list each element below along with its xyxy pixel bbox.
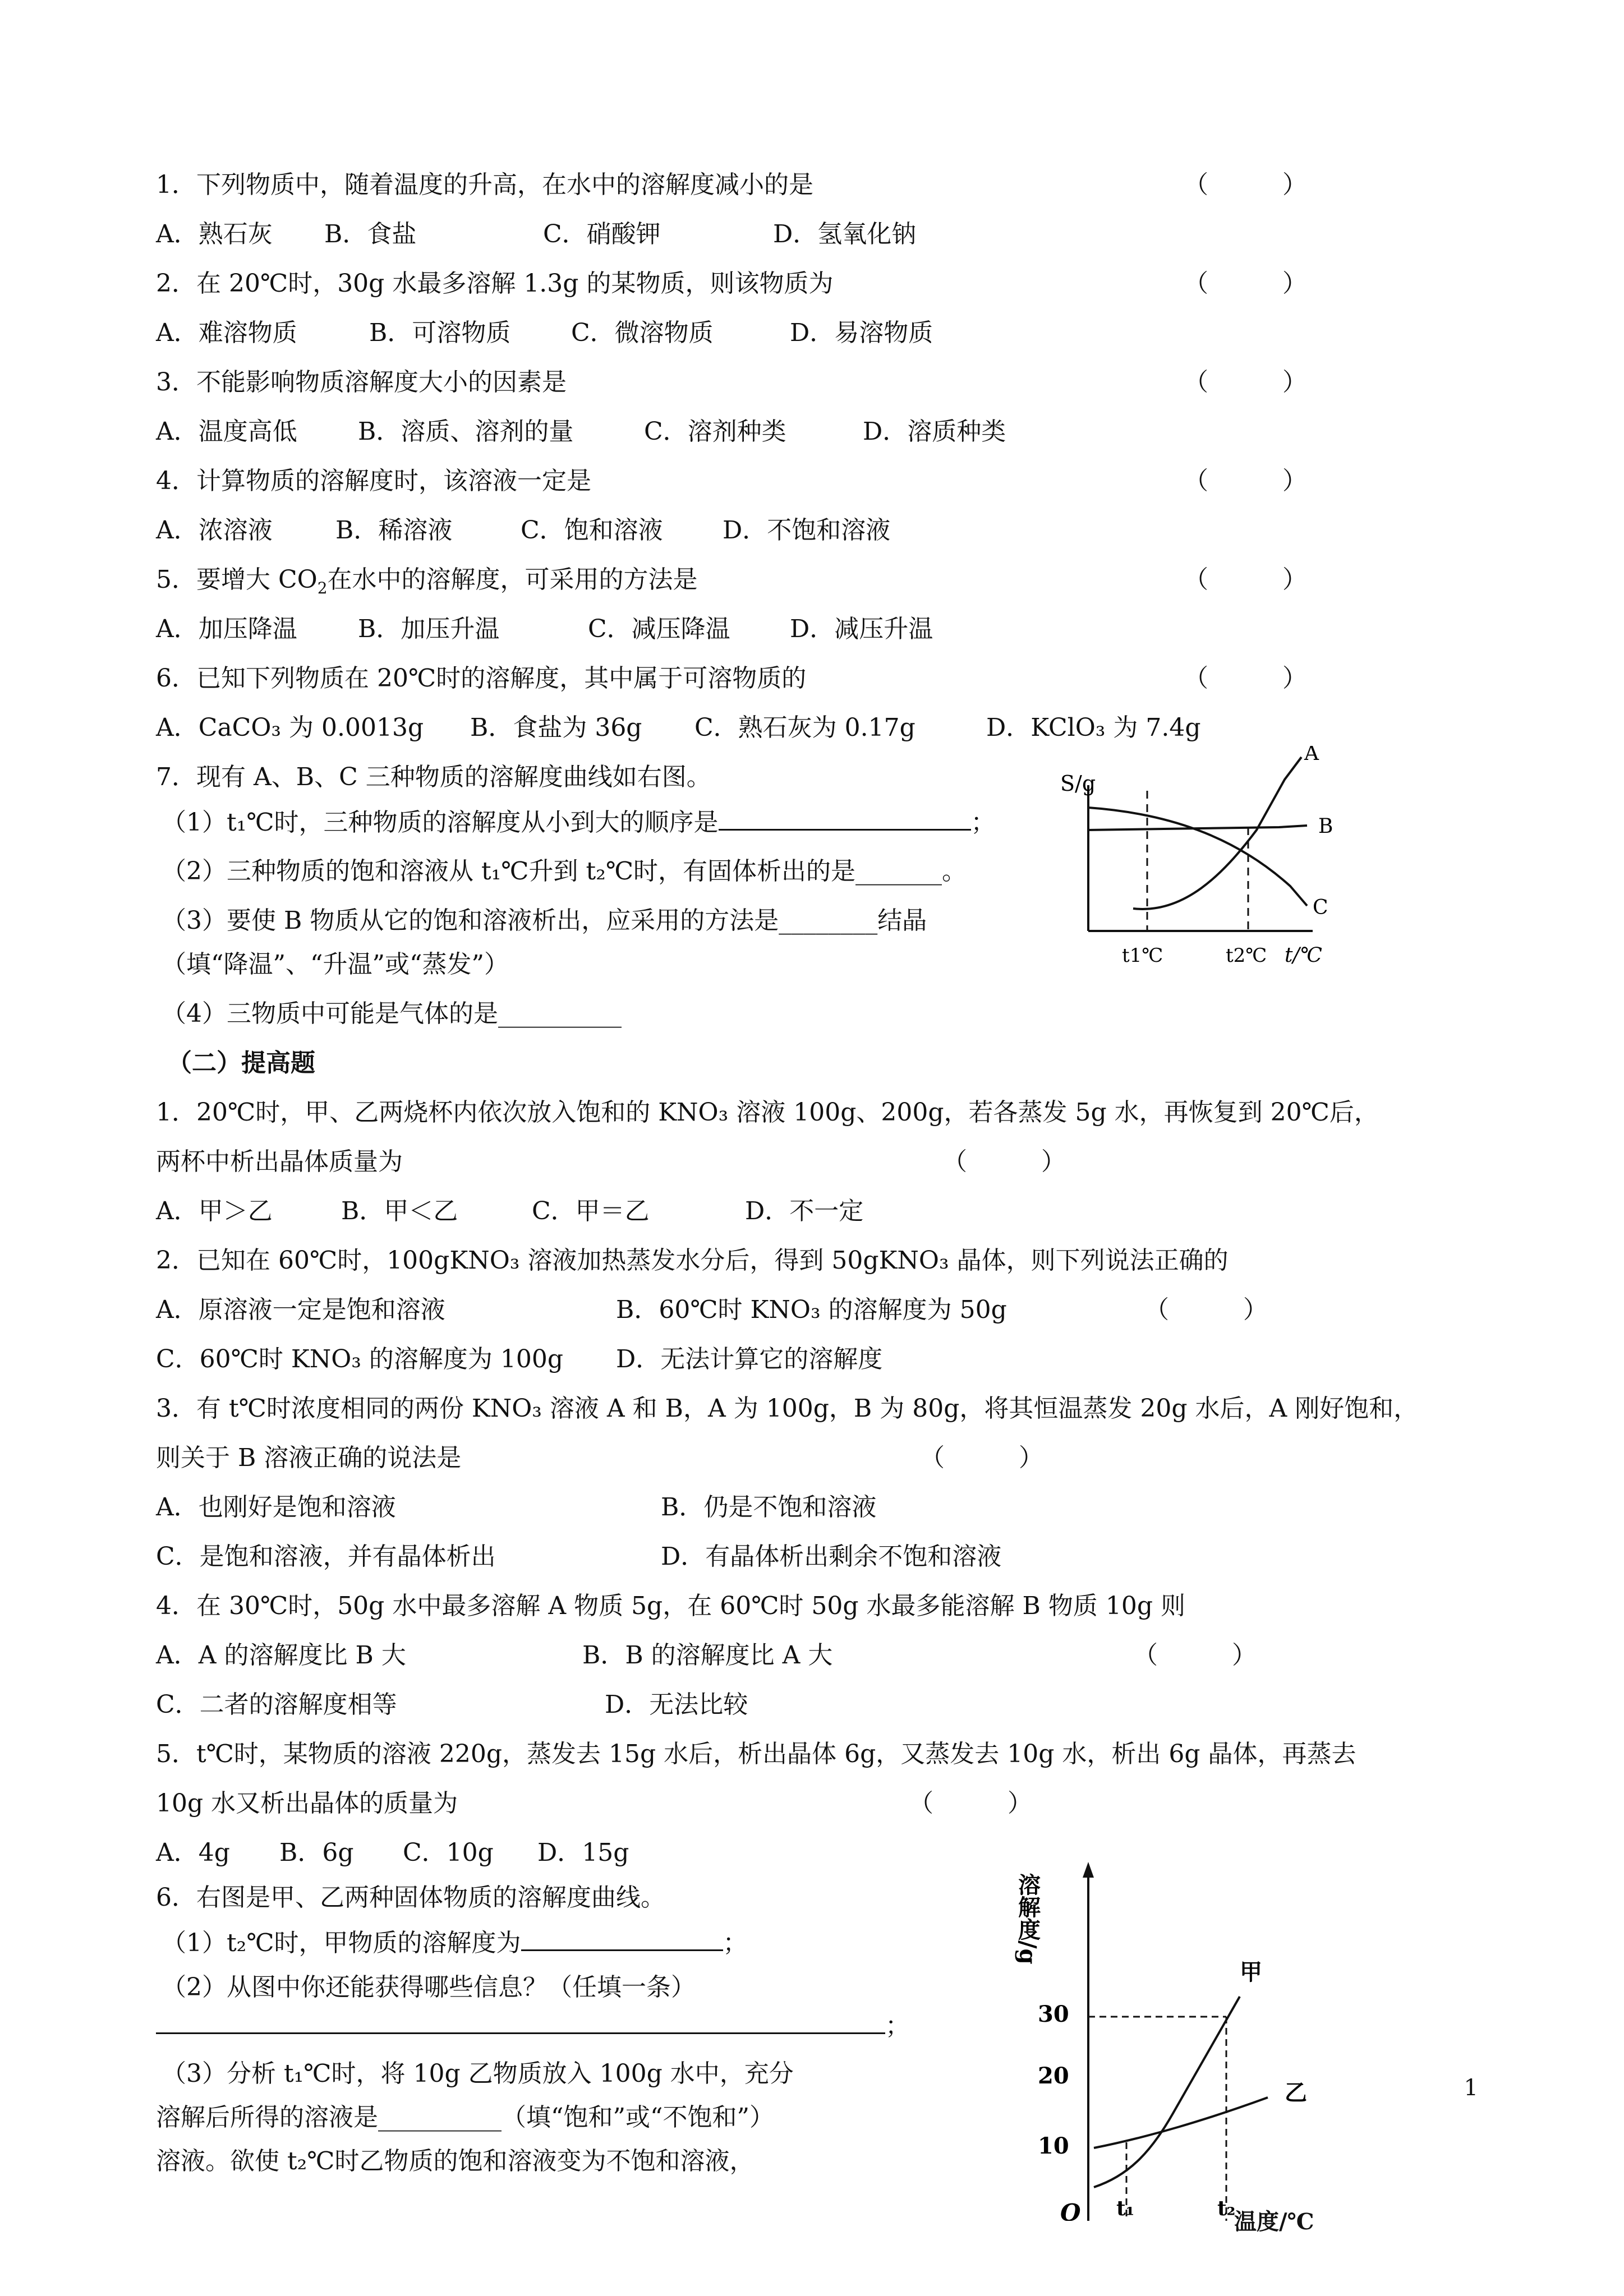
chart2-label-yi: 乙 — [1285, 2080, 1307, 2106]
chart2-label-jia: 甲 — [1240, 1959, 1262, 1985]
adv-q5-line2: 10g 水又析出晶体的质量为 — [156, 1789, 458, 1818]
adv-q4-opt-d: D．无法比较 — [605, 1690, 748, 1719]
q5-opt-d: D．减压升温 — [790, 615, 933, 643]
adv-q4-opt-b: B．B 的溶解度比 A 大 — [582, 1641, 833, 1670]
q4-opt-d: D．不饱和溶液 — [723, 516, 891, 545]
chart1-label-a: A — [1304, 746, 1319, 765]
q2-opt-a: A．难溶物质 — [156, 319, 297, 347]
adv-q6-part2: （2）从图中你还能获得哪些信息？（任填一条） — [162, 1973, 696, 2002]
adv-q2-opt-c: C．60℃时 KNO₃ 的溶解度为 100g — [156, 1345, 564, 1373]
adv-q2-opt-b: B．60℃时 KNO₃ 的溶解度为 50g — [616, 1295, 1007, 1324]
q6-opt-a: A．CaCO₃ 为 0.0013g — [156, 713, 424, 742]
chart2-y-arrow — [1083, 1862, 1094, 1878]
adv-q4-opt-c: C．二者的溶解度相等 — [156, 1690, 397, 1719]
q5-opt-a: A．加压降温 — [156, 615, 297, 643]
q7-part2: （2）三种物质的饱和溶液从 t₁℃升到 t₂℃时，有固体析出的是_______。 — [162, 857, 967, 886]
q3-paren: （ ） — [1184, 368, 1307, 397]
q5-stem: 5．要增大 $CO_2$在水中的溶解度，可采用的方法是 — [156, 565, 698, 597]
q7-part4: （4）三物质中可能是气体的是__________ — [162, 999, 622, 1028]
curve-yi-line — [1094, 2097, 1268, 2148]
q6-stem: 6．已知下列物质在 20℃时的溶解度，其中属于可溶物质的 — [156, 664, 807, 693]
q2-opt-c: C．微溶物质 — [571, 319, 714, 347]
adv-q6-part1: （1）t₂℃时，甲物质的溶解度为 ； — [162, 1925, 748, 1960]
curve-jia-line — [1094, 1997, 1240, 2187]
chart2-origin: O — [1060, 2199, 1081, 2221]
q4-opt-b: B．稀溶液 — [335, 516, 453, 545]
adv-q3-line1: 3．有 t℃时浓度相同的两份 KNO₃ 溶液 A 和 B，A 为 100g，B 为 80g，将其恒温蒸发 20g 水后，A 刚好饱和， — [156, 1394, 1419, 1423]
chart2-xlabel: 温度/℃ — [1234, 2209, 1314, 2235]
chart2-tick-10: 10 — [1038, 2133, 1069, 2159]
chart1-label-c: C — [1313, 896, 1328, 919]
q4-paren: （ ） — [1184, 467, 1307, 495]
q6-opt-b: B．食盐为 36g — [470, 713, 642, 742]
chart1-tick-t1: t1℃ — [1122, 944, 1163, 967]
q5-opt-c: C．减压降温 — [588, 615, 730, 643]
chart1-label-b: B — [1318, 815, 1333, 838]
section2-title: （二）提高题 — [167, 1049, 315, 1077]
solubility-chart-abc — [1055, 746, 1391, 970]
q1-paren: （ ） — [1184, 170, 1307, 199]
q2-opt-b: B．可溶物质 — [369, 319, 511, 347]
q7-part3b: （填“降温”、“升温”或“蒸发”） — [162, 950, 509, 979]
q5-opt-b: B．加压升温 — [358, 615, 500, 643]
chart1-ylabel: S/g — [1060, 771, 1096, 796]
adv-q6-part3b: 溶解后所得的溶液是__________（填“饱和”或“不饱和”） — [156, 2103, 774, 2132]
adv-q1-paren: （ ） — [942, 1147, 1066, 1176]
adv-q1-line1: 1．20℃时，甲、乙两烧杯内依次放入饱和的 KNO₃ 溶液 100g、200g，若各蒸发 5g 水，再恢复到 20℃后， — [156, 1098, 1379, 1127]
q6-opt-d: D．KClO₃ 为 7.4g — [986, 713, 1201, 742]
chart2-tick-30: 30 — [1038, 2001, 1069, 2027]
adv-q1-opt-c: C．甲＝乙 — [532, 1197, 650, 1225]
adv-q4-line1: 4．在 30℃时，50g 水中最多溶解 A 物质 5g，在 60℃时 50g 水最多能溶解 B 物质 10g 则 — [156, 1592, 1185, 1620]
q1-opt-b: B．食盐 — [324, 220, 417, 248]
q3-opt-a: A．温度高低 — [156, 417, 297, 446]
adv-q5-opt-b: B．6g — [279, 1838, 354, 1867]
q2-stem: 2．在 20℃时，30g 水最多溶解 1.3g 的某物质，则该物质为 — [156, 269, 834, 298]
solubility-chart-jia-yi — [1004, 1851, 1363, 2221]
q3-opt-c: C．溶剂种类 — [644, 417, 786, 446]
chart2-tick-t1: t₁ — [1116, 2197, 1135, 2220]
page-number: 1 — [1464, 2075, 1478, 2101]
adv-q2-paren: （ ） — [1144, 1295, 1268, 1324]
adv-q1-opt-a: A．甲＞乙 — [156, 1197, 273, 1225]
adv-q4-opt-a: A．A 的溶解度比 B 大 — [156, 1641, 406, 1670]
q3-stem: 3．不能影响物质溶解度大小的因素是 — [156, 368, 567, 397]
chart1-tick-t2: t2℃ — [1226, 944, 1267, 967]
q5-paren: （ ） — [1184, 565, 1307, 594]
q4-stem: 4．计算物质的溶解度时，该溶液一定是 — [156, 467, 591, 495]
adv-q5-opt-a: A．4g — [156, 1838, 230, 1867]
adv-q2-opt-d: D．无法计算它的溶解度 — [616, 1345, 883, 1373]
q4-opt-c: C．饱和溶液 — [521, 516, 663, 545]
adv-q2-line1: 2．已知在 60℃时，100gKNO₃ 溶液加热蒸发水分后，得到 50gKNO₃ 晶体，则下列说法正确的 — [156, 1246, 1229, 1275]
adv-q6-part3a: （3）分析 t₁℃时，将 10g 乙物质放入 100g 水中，充分 — [162, 2059, 794, 2088]
chart1-xlabel: t/℃ — [1285, 944, 1322, 967]
adv-q3-opt-a: A．也刚好是饱和溶液 — [156, 1493, 396, 1522]
adv-q2-opt-a: A．原溶液一定是饱和溶液 — [156, 1295, 445, 1324]
adv-q6-part3c: 溶液。欲使 t₂℃时乙物质的饱和溶液变为不饱和溶液， — [156, 2147, 755, 2175]
adv-q5-paren: （ ） — [909, 1789, 1032, 1818]
adv-q1-opt-d: D．不一定 — [745, 1197, 864, 1225]
q3-opt-d: D．溶质种类 — [863, 417, 1006, 446]
adv-q3-line2: 则关于 B 溶液正确的说法是 — [156, 1444, 462, 1472]
chart2-ylabel: 溶解度/g — [1014, 1873, 1041, 1965]
adv-q6-stem: 6．右图是甲、乙两种固体物质的溶解度曲线。 — [156, 1883, 665, 1912]
adv-q4-paren: （ ） — [1133, 1641, 1257, 1670]
chart2-tick-20: 20 — [1038, 2063, 1069, 2089]
q2-opt-d: D．易溶物质 — [790, 319, 933, 347]
adv-q6-part2-blank[interactable] — [156, 2008, 885, 2034]
adv-q3-paren: （ ） — [920, 1444, 1043, 1472]
q7-part1-blank[interactable] — [719, 804, 971, 831]
q7-part1: （1）t₁℃时，三种物质的溶解度从小到大的顺序是 ； — [162, 804, 996, 840]
adv-q1-line2: 两杯中析出晶体质量为 — [156, 1147, 403, 1176]
chart2-tick-t2: t₂ — [1217, 2197, 1236, 2220]
adv-q5-opt-c: C．10g — [403, 1838, 494, 1867]
adv-q3-opt-c: C．是饱和溶液，并有晶体析出 — [156, 1542, 496, 1571]
curve-b-line — [1088, 826, 1307, 830]
q1-opt-a: A．熟石灰 — [156, 220, 273, 248]
adv-q1-opt-b: B．甲＜乙 — [341, 1197, 458, 1225]
q7-stem: 7．现有 A、B、C 三种物质的溶解度曲线如右图。 — [156, 763, 711, 791]
adv-q6-part1-blank[interactable] — [521, 1925, 723, 1951]
adv-q3-opt-b: B．仍是不饱和溶液 — [661, 1493, 877, 1522]
q1-opt-d: D．氢氧化钠 — [773, 220, 917, 248]
q3-opt-b: B．溶质、溶剂的量 — [358, 417, 574, 446]
curve-a-line — [1133, 757, 1301, 909]
adv-q5-line1: 5．t℃时，某物质的溶液 220g，蒸发去 15g 水后，析出晶体 6g，又蒸发去 10g 水，析出 6g 晶体，再蒸去 — [156, 1740, 1356, 1768]
q2-paren: （ ） — [1184, 269, 1307, 298]
q1-opt-c: C．硝酸钾 — [543, 220, 661, 248]
q6-paren: （ ） — [1184, 664, 1307, 693]
q1-stem: 1．下列物质中，随着温度的升高，在水中的溶解度减小的是 — [156, 170, 813, 199]
q7-part3: （3）要使 B 物质从它的饱和溶液析出，应采用的方法是________结晶 — [162, 906, 927, 935]
q4-opt-a: A．浓溶液 — [156, 516, 273, 545]
adv-q6-part2-line: ； — [156, 2008, 910, 2043]
adv-q3-opt-d: D．有晶体析出剩余不饱和溶液 — [661, 1542, 1002, 1571]
adv-q5-opt-d: D．15g — [537, 1838, 629, 1867]
q6-opt-c: C．熟石灰为 0.17g — [694, 713, 915, 742]
